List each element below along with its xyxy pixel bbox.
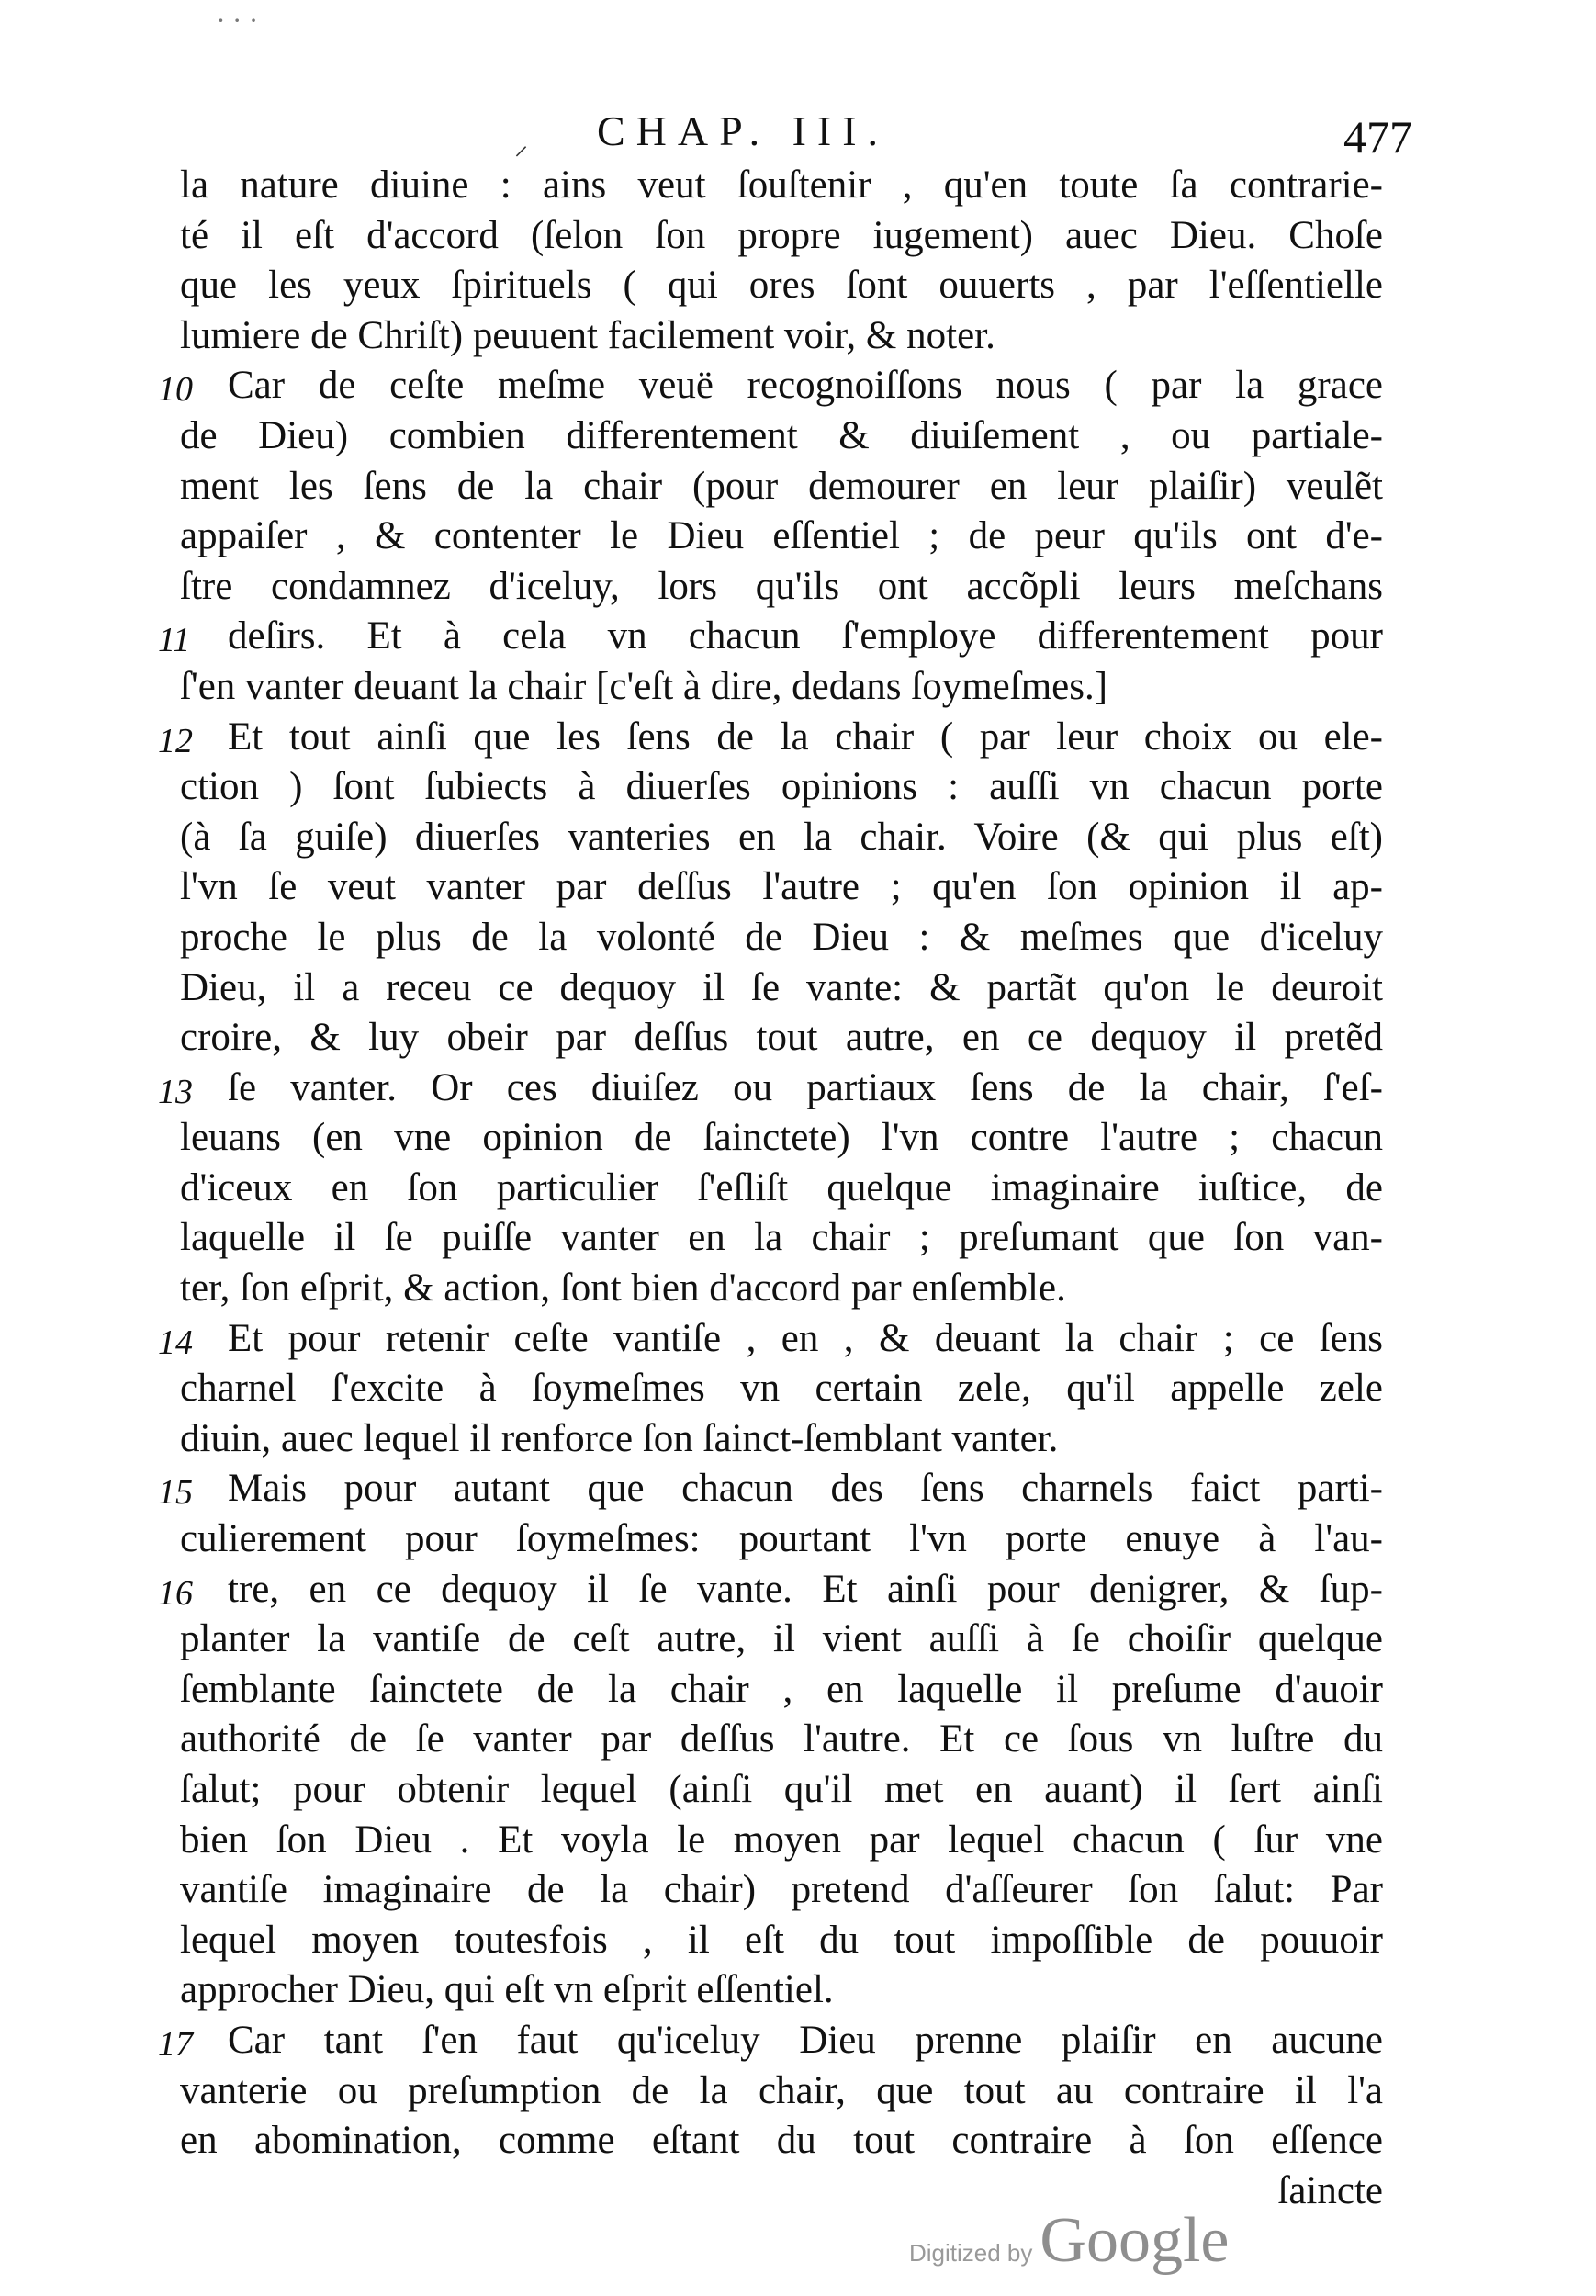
line-text: que les yeux ſpirituels ( qui ores ſont ouuerts , par l'eſſentielle <box>180 264 1383 308</box>
text-line <box>180 1364 1383 1414</box>
page-number: 477 <box>1343 111 1412 163</box>
text-line <box>158 361 1383 411</box>
line-text: vanterie ou preſumption de la chair, que tout au contraire il l'a <box>180 2068 1383 2112</box>
text-line <box>180 913 1383 963</box>
line-text: appaiſer , & contenter le Dieu eſſentiel ; de peur qu'ils ont d'e- <box>180 514 1383 558</box>
line-text: vantiſe imaginaire de la chair) pretend d'aſſeurer ſon ſalut: Par <box>180 1868 1383 1912</box>
text-line <box>180 1965 1383 2016</box>
line-text: leuans (en vne opinion de ſainctete) l'vn contre l'autre ; chacun <box>180 1116 1383 1160</box>
digitization-watermark <box>909 2204 1229 2278</box>
verse-number: 15 <box>158 1473 193 1513</box>
line-text: diuin, auec lequel il renforce ſon ſainct-ſemblant vanter. <box>180 1416 1059 1460</box>
header-mark: ⸝ <box>514 129 528 162</box>
line-text: ction ) ſont ſubiects à diuerſes opinions : auſſi vn chacun porte <box>180 765 1383 809</box>
text-line <box>180 1816 1383 1866</box>
verse-number: 11 <box>158 621 191 660</box>
line-text: Et pour retenir ceſte vantiſe , en , & deuant la chair ; ce ſens <box>228 1316 1383 1360</box>
text-line <box>180 161 1383 211</box>
line-text: ter, ſon eſprit, & action, ſont bien d'accord par enſemble. <box>180 1266 1066 1311</box>
text-line <box>180 462 1383 512</box>
text-line <box>158 1314 1383 1365</box>
text-line <box>180 512 1383 562</box>
verse-number: 13 <box>158 1072 193 1111</box>
line-text: authorité de ſe vanter par deſſus l'autre. Et ce ſous vn luſtre du <box>180 1717 1383 1761</box>
text-line <box>180 1414 1383 1465</box>
text-line <box>180 1715 1383 1765</box>
line-text: planter la vantiſe de ceſt autre, il vient auſſi à ſe choiſir quelque <box>180 1617 1383 1661</box>
text-line <box>158 1565 1383 1615</box>
text-line <box>180 261 1383 311</box>
text-line <box>180 411 1383 462</box>
line-text: lumiere de Chriſt) peuuent facilement voir, & noter. <box>180 313 995 357</box>
text-line <box>180 562 1383 613</box>
verse-number: 10 <box>158 370 193 410</box>
text-line <box>180 762 1383 813</box>
line-text: Et tout ainſi que les ſens de la chair ( par leur choix ou ele- <box>228 715 1383 759</box>
line-text: Car de ceſte meſme veuë recognoiſſons nous ( par la grace <box>228 364 1383 408</box>
google-logo: Google <box>1040 2205 1230 2276</box>
text-line <box>180 1665 1383 1716</box>
line-text: ſaincte <box>1277 2168 1383 2212</box>
text-line <box>180 1264 1383 1314</box>
text-line <box>180 2116 1383 2167</box>
text-line <box>180 1865 1383 1916</box>
line-text: l'vn ſe veut vanter par deſſus l'autre ; qu'en ſon opinion il ap- <box>180 865 1383 909</box>
line-text: charnel ſ'excite à ſoymeſmes vn certain zele, qu'il appelle zele <box>180 1367 1383 1411</box>
line-text: approcher Dieu, qui eſt vn eſprit eſſentiel. <box>180 1968 834 2012</box>
text-line <box>180 1916 1383 1966</box>
edge-speck: · · · <box>217 6 258 36</box>
text-line <box>158 612 1383 662</box>
text-line <box>180 813 1383 863</box>
text-line <box>180 1765 1383 1816</box>
line-text: ſtre condamnez d'iceluy, lors qu'ils ont accõpli leurs meſchans <box>180 564 1383 608</box>
text-line <box>158 1464 1383 1514</box>
text-line <box>180 1213 1383 1264</box>
text-line <box>180 1615 1383 1665</box>
text-line <box>180 2066 1383 2117</box>
running-title: CHAP. III. <box>597 107 890 154</box>
text-line <box>180 963 1383 1014</box>
text-line <box>180 1013 1383 1064</box>
page-header <box>514 103 1412 167</box>
line-text: ſ'en vanter deuant la chair [c'eſt à dire, dedans ſoymeſmes.] <box>180 664 1108 708</box>
line-text: deſirs. Et à cela vn chacun ſ'employe differentement pour <box>228 614 1383 658</box>
line-text: Car tant ſ'en faut qu'iceluy Dieu prenne plaiſir en aucune <box>228 2018 1383 2062</box>
line-text: Dieu, il a receu ce dequoy il ſe vante: & partãt qu'on le deuroit <box>180 965 1383 1009</box>
line-text: culierement pour ſoymeſmes: pourtant l'vn porte enuye à l'au- <box>180 1517 1383 1561</box>
text-line <box>180 862 1383 913</box>
line-text: de Dieu) combien differentement & diuiſement , ou partiale- <box>180 413 1383 457</box>
line-text: ſemblante ſainctete de la chair , en laquelle il preſume d'auoir <box>180 1667 1383 1711</box>
verse-number: 17 <box>158 2024 193 2064</box>
verse-number: 16 <box>158 1573 193 1613</box>
text-line <box>180 1113 1383 1164</box>
body-text <box>158 161 1383 2216</box>
line-text: d'iceux en ſon particulier ſ'eſliſt quelque imaginaire iuſtice, de <box>180 1165 1383 1210</box>
line-text: laquelle il ſe puiſſe vanter en la chair ; preſumant que ſon van- <box>180 1216 1383 1260</box>
line-text: la nature diuine : ains veut ſouſtenir , qu'en toute ſa contrarie- <box>180 163 1383 207</box>
text-line <box>180 1514 1383 1565</box>
digitized-by-label: Digitized by <box>909 2239 1033 2267</box>
text-line <box>180 311 1383 362</box>
verse-number: 12 <box>158 721 193 760</box>
text-line <box>158 713 1383 763</box>
line-text: té il eſt d'accord (ſelon ſon propre iugement) auec Dieu. Choſe <box>180 213 1383 257</box>
text-line <box>180 211 1383 262</box>
text-line <box>180 1164 1383 1214</box>
line-text: proche le plus de la volonté de Dieu : & meſmes que d'iceluy <box>180 915 1383 959</box>
line-text: ſalut; pour obtenir lequel (ainſi qu'il met en auant) il ſert ainſi <box>180 1768 1383 1811</box>
text-line <box>158 2016 1383 2066</box>
line-text: croire, & luy obeir par deſſus tout autre, en ce dequoy il pretẽd <box>180 1016 1383 1060</box>
text-line <box>180 662 1383 713</box>
line-text: Mais pour autant que chacun des ſens charnels faict parti- <box>228 1467 1383 1511</box>
line-text: (à ſa guiſe) diuerſes vanteries en la chair. Voire (& qui plus eſt) <box>180 815 1383 859</box>
line-text: bien ſon Dieu . Et voyla le moyen par lequel chacun ( ſur vne <box>180 1818 1383 1862</box>
line-text: lequel moyen toutesfois , il eſt du tout impoſſible de pouuoir <box>180 1918 1383 1962</box>
line-text: tre, en ce dequoy il ſe vante. Et ainſi pour denigrer, & ſup- <box>228 1567 1383 1611</box>
text-line <box>158 1064 1383 1114</box>
line-text: ment les ſens de la chair (pour demourer en leur plaiſir) veulẽt <box>180 464 1383 508</box>
line-text: en abomination, comme eſtant du tout contraire à ſon eſſence <box>180 2119 1383 2163</box>
verse-number: 14 <box>158 1322 193 1362</box>
line-text: ſe vanter. Or ces diuiſez ou partiaux ſens de la chair, ſ'eſ- <box>228 1065 1383 1109</box>
